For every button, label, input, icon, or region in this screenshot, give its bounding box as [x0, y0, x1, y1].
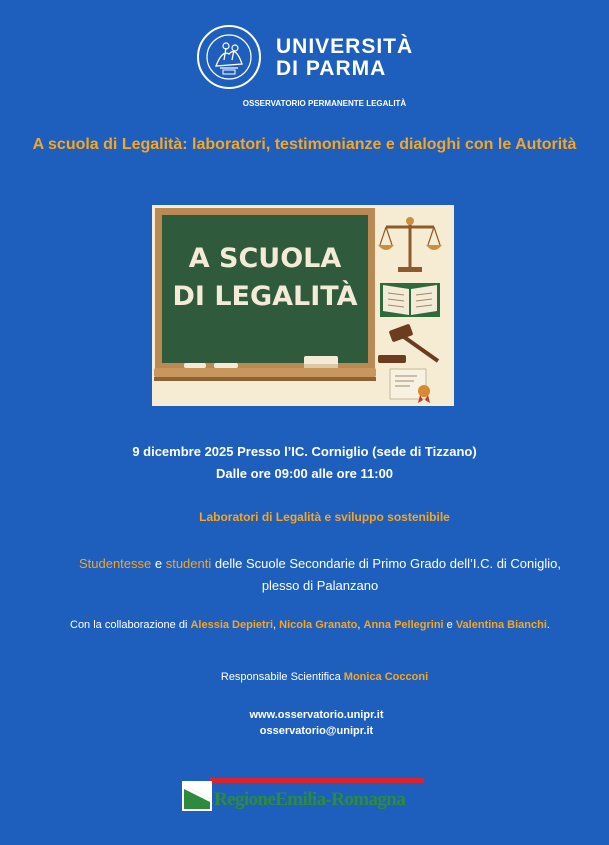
legality-illustration — [152, 205, 454, 406]
collaborator-name: Valentina Bianchi — [455, 619, 547, 631]
region-name: RegioneEmilia-Romagna — [214, 789, 406, 810]
audience-connector: e — [151, 556, 166, 571]
collaboration-end: . — [546, 619, 550, 631]
audience-description — [60, 553, 580, 597]
chalk-piece — [214, 363, 238, 368]
collaboration-separator: , — [273, 619, 280, 631]
board-text-line2: DI LEGALITÀ — [172, 281, 358, 312]
event-topic-text: Laboratori di Legalità e sviluppo sostenibile — [199, 510, 450, 524]
scientific-lead-name: Monica Cocconi — [343, 671, 429, 683]
collaboration-separator: e — [443, 619, 456, 631]
audience-word-studenti: studenti — [165, 556, 212, 571]
university-seal-icon — [196, 24, 262, 90]
scientific-lead-label: Responsabile Scientifica — [220, 671, 344, 683]
region-logo — [182, 778, 426, 812]
email-link[interactable]: osservatorio@unipr.it — [259, 725, 374, 737]
collaboration-intro: Con la collaborazione di — [70, 619, 191, 631]
collaboration-line — [30, 617, 590, 633]
event-date-location: 9 dicembre 2025 Presso l’IC. Corniglio (sede di Tizzano) — [132, 444, 477, 459]
event-hours: Dalle ore 09:00 alle ore 11:00 — [215, 466, 394, 481]
observatory-name — [0, 99, 609, 108]
gavel-icon — [378, 324, 438, 363]
board-text-line1: A SCUOLA — [188, 243, 342, 274]
audience-rest: delle Scuole Secondarie di Primo Grado dell’I.C. di Coniglio, plesso di Palanzano — [211, 556, 562, 593]
open-book-icon — [380, 283, 440, 317]
event-title: A scuola di Legalità: laboratori, testimonianze e dialoghi con le Autorità — [32, 136, 577, 153]
chalk-piece — [184, 363, 206, 368]
chalk-tray — [154, 368, 376, 377]
collaborator-name: Nicola Granato — [279, 619, 358, 631]
website-link[interactable]: www.osservatorio.unipr.it — [249, 709, 384, 721]
contacts — [0, 707, 609, 739]
university-logo — [196, 24, 426, 90]
collaboration-separator: , — [357, 619, 364, 631]
chalkboard-illustration — [152, 205, 454, 406]
university-name — [276, 36, 413, 80]
university-name-line2: DI PARMA — [276, 57, 387, 80]
collaborator-name: Anna Pellegrini — [363, 619, 444, 631]
university-name-line1: UNIVERSITÀ — [276, 35, 414, 58]
scales-of-justice-icon — [378, 217, 442, 272]
certificate-icon — [390, 369, 430, 403]
region-flag-icon — [182, 781, 212, 811]
audience-word-studentesse: Studentesse — [78, 556, 152, 571]
collaborator-name: Alessia Depietri — [190, 619, 274, 631]
event-topic — [0, 510, 609, 524]
scientific-lead — [0, 671, 609, 683]
region-red-bar — [210, 778, 424, 783]
observatory-label: OSSERVATORIO PERMANENTE LEGALITÀ — [242, 99, 407, 108]
